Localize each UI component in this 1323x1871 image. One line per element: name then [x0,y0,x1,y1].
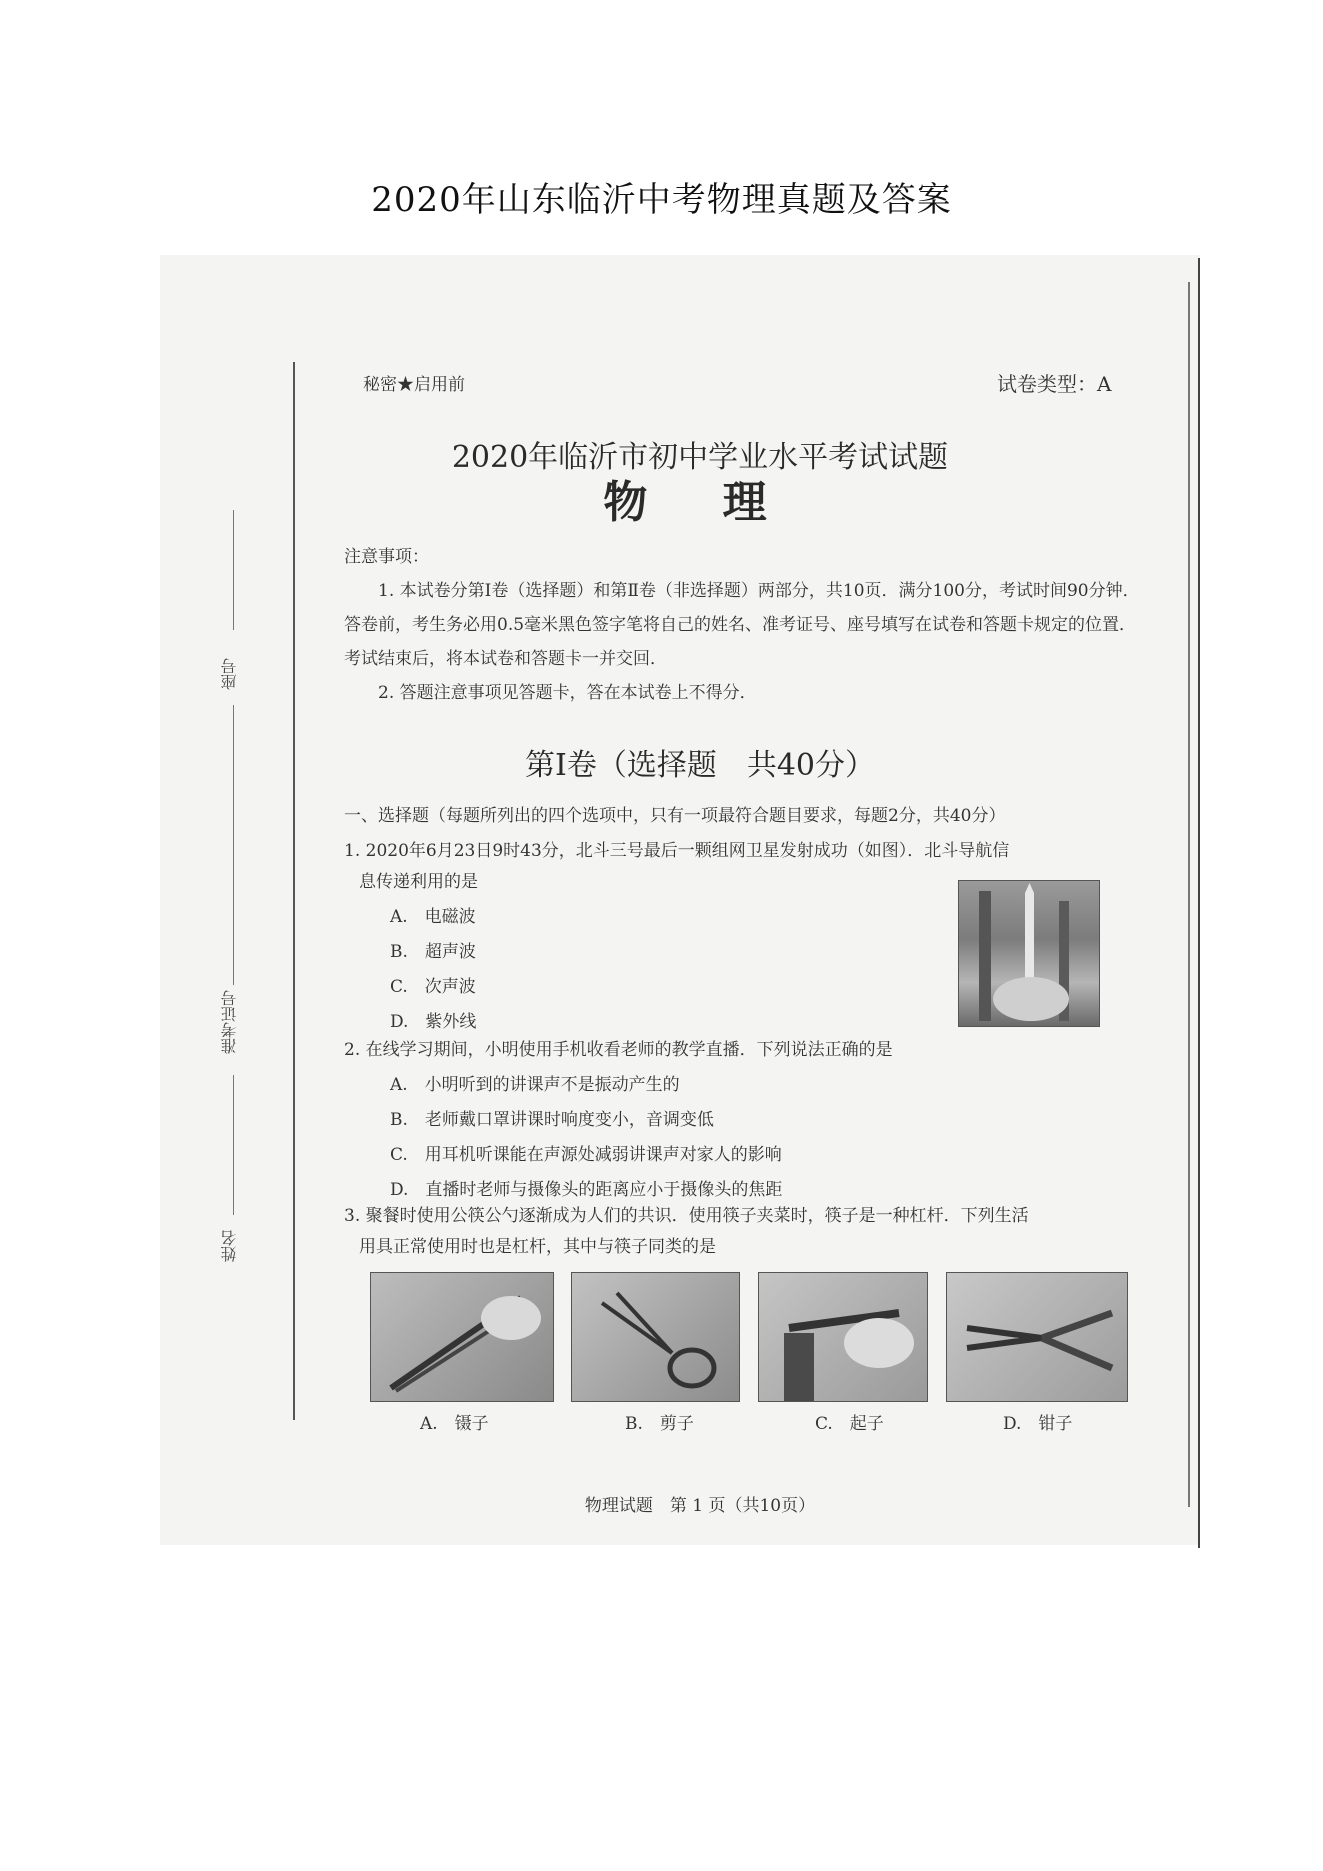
image-label-b: B. 剪子 [625,1414,694,1434]
scissors-icon [572,1273,739,1401]
tweezers-photo [370,1272,554,1402]
question-stem: 2. 在线学习期间，小明使用手机收看老师的教学直播．下列说法正确的是 [344,1040,893,1060]
bottle-opener-photo [758,1272,928,1402]
confidential-label: 秘密★启用前 [363,375,465,395]
name-label: 姓名 [220,1230,239,1262]
paper-type: 试卷类型：A [997,372,1112,396]
notice-section [344,540,1144,710]
image-label-d: D. 钳子 [1003,1414,1073,1434]
notice-item-1: 1. 本试卷分第Ⅰ卷（选择题）和第Ⅱ卷（非选择题）两部分，共10页．满分100分，考试时间90分钟．答卷前，考生务必用0.5毫米黑色签字笔将自己的姓名、准考证号、座号填写在试卷和答题卡规定的位置．考试结束后，将本试卷和答题卡一并交回． [344,581,1140,669]
seat-label: 座号 [220,658,239,690]
question-stem: 用具正常使用时也是杠杆，其中与筷子同类的是 [359,1237,716,1257]
document-title: 2020年山东临沂中考物理真题及答案 [371,180,952,220]
option: C. 次声波 [390,977,476,997]
option: C. 用耳机听课能在声源处减弱讲课声对家人的影响 [390,1145,782,1165]
pliers-photo [946,1272,1128,1402]
notice-item-2: 2. 答题注意事项见答题卡，答在本试卷上不得分． [378,683,757,703]
option: A. 电磁波 [390,907,476,927]
option: A. 小明听到的讲课声不是振动产生的 [390,1075,680,1095]
image-label-a: A. 镊子 [420,1414,489,1434]
option: B. 超声波 [390,942,476,962]
option: D. 紫外线 [390,1012,477,1032]
question-stem: 息传递利用的是 [359,872,478,892]
question-2 [344,1035,1144,1206]
rocket-icon [959,881,1099,1026]
exam-title: 2020年临沂市初中学业水平考试试题 [451,440,949,475]
section-instructions [344,801,1144,832]
section-title: 第Ⅰ卷（选择题 共40分） [524,748,876,783]
question-stem: 3. 聚餐时使用公筷公勺逐渐成为人们的共识．使用筷子夹菜时，筷子是一种杠杆．下列生活 [344,1206,1029,1226]
rocket-launch-photo [958,880,1100,1027]
bottle-opener-icon [759,1273,927,1401]
notice-heading: 注意事项： [344,547,429,567]
image-label-c: C. 起子 [815,1414,884,1434]
question-3 [344,1201,1144,1263]
ticket-number-label: 准考证号 [220,990,239,1054]
option: D. 直播时老师与摄像头的距离应小于摄像头的焦距 [390,1180,783,1200]
instructions-text: 一、选择题（每题所列出的四个选项中，只有一项最符合题目要求，每题2分，共40分） [344,806,1006,826]
exam-subject: 物 理 [603,477,797,528]
option: B. 老师戴口罩讲课时响度变小，音调变低 [390,1110,714,1130]
pliers-icon [947,1273,1127,1401]
page-footer: 物理试题 第 1 页（共10页） [584,1496,816,1516]
scissors-photo [571,1272,740,1402]
question-stem: 1. 2020年6月23日9时43分，北斗三号最后一颗组网卫星发射成功（如图）．北斗导航信 [344,841,1010,861]
name-underline [233,1075,234,1215]
tweezers-icon [371,1273,553,1401]
